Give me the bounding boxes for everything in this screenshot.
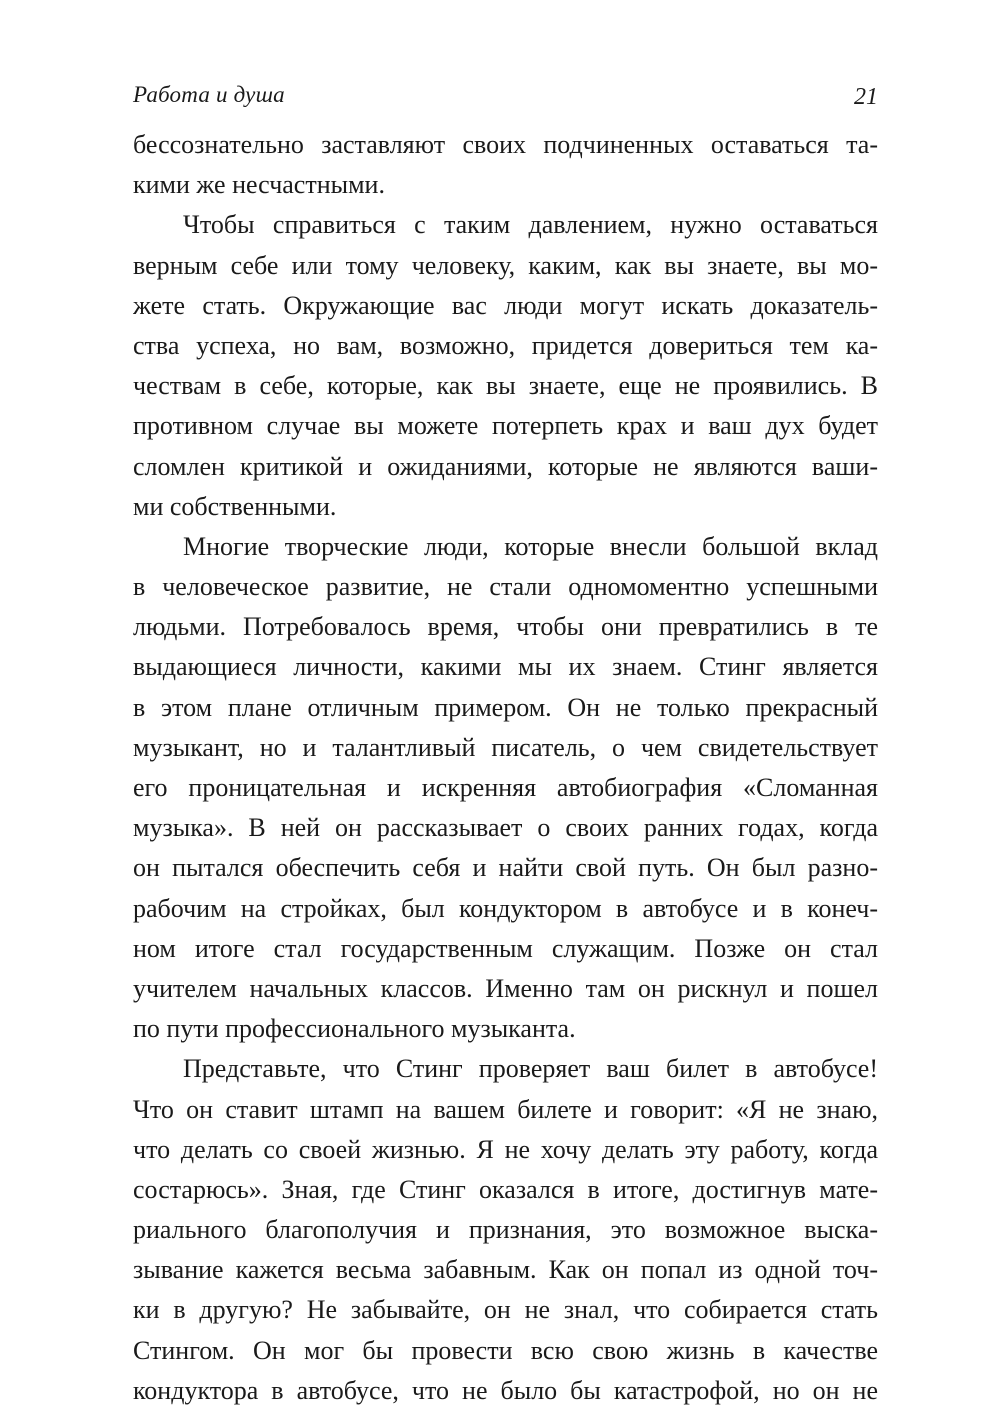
text-line: он пытался обеспечить себя и найти свой путь. Он был разно- (133, 853, 878, 883)
text-line: ки в другую? Не забывайте, он не знал, что собирается стать (133, 1295, 878, 1325)
text-line: кондуктора в автобусе, что не было бы катастрофой, но он не (133, 1375, 878, 1405)
text-line: Что он ставит штамп на вашем билете и говорит: «Я не знаю, (133, 1094, 878, 1124)
text-line: Представьте, что Стинг проверяет ваш билет в автобусе! (183, 1054, 878, 1084)
text-line: Многие творческие люди, которые внесли большой вклад (183, 531, 878, 561)
text-line: чествам в себе, которые, как вы знаете, еще не проявились. В (133, 371, 878, 401)
text-line: музыкант, но и талантливый писатель, о чем свидетельствует (133, 732, 878, 762)
text-line: людьми. Потребовалось время, чтобы они превратились в те (133, 612, 878, 642)
text-line: риального благополучия и признания, это возможное выска- (133, 1215, 878, 1245)
text-line: в человеческое развитие, не стали одномоментно успешными (133, 572, 878, 602)
text-line: Стингом. Он мог бы провести всю свою жизнь в качестве (133, 1335, 878, 1365)
text-line: ном итоге стал государственным служащим. Позже он стал (133, 933, 878, 963)
text-line: музыка». В ней он рассказывает о своих ранних годах, когда (133, 813, 878, 843)
page-number: 21 (854, 84, 878, 110)
text-line: учителем начальных классов. Именно там он рискнул и пошел (133, 973, 878, 1003)
text-line: зывание кажется весьма забавным. Как он попал из одной точ- (133, 1255, 878, 1285)
text-line: выдающиеся личности, какими мы их знаем. Стинг является (133, 652, 878, 682)
text-line: рабочим на стройках, был кондуктором в автобусе и в конеч- (133, 893, 878, 923)
text-line: что делать со своей жизнью. Я не хочу делать эту работу, когда (133, 1134, 878, 1164)
text-line: состарюсь». Зная, где Стинг оказался в итоге, достигнув мате- (133, 1174, 878, 1204)
text-line: противном случае вы можете потерпеть крах и ваш дух будет (133, 411, 878, 441)
text-line: Чтобы справиться с таким давлением, нужно оставаться (183, 210, 878, 240)
text-line: жете стать. Окружающие вас люди могут искать доказатель- (133, 290, 878, 320)
text-line: в этом плане отличным примером. Он не только прекрасный (133, 692, 878, 722)
text-line: сломлен критикой и ожиданиями, которые не являются ваши- (133, 451, 878, 481)
text-line: верным себе или тому человеку, каким, как вы знаете, вы мо- (133, 250, 878, 280)
running-header-title: Работа и душа (133, 82, 285, 107)
text-line: кими же несчастными. (133, 170, 385, 200)
body-text (133, 125, 878, 1411)
text-line: ства успеха, но вам, возможно, придется довериться тем ка- (133, 330, 878, 360)
text-line: по пути профессионального музыканта. (133, 1014, 576, 1044)
text-line: бессознательно заставляют своих подчиненных оставаться та- (133, 130, 878, 159)
text-line: его проницательная и искренняя автобиография «Сломанная (133, 773, 878, 802)
text-line: ми собственными. (133, 491, 337, 521)
